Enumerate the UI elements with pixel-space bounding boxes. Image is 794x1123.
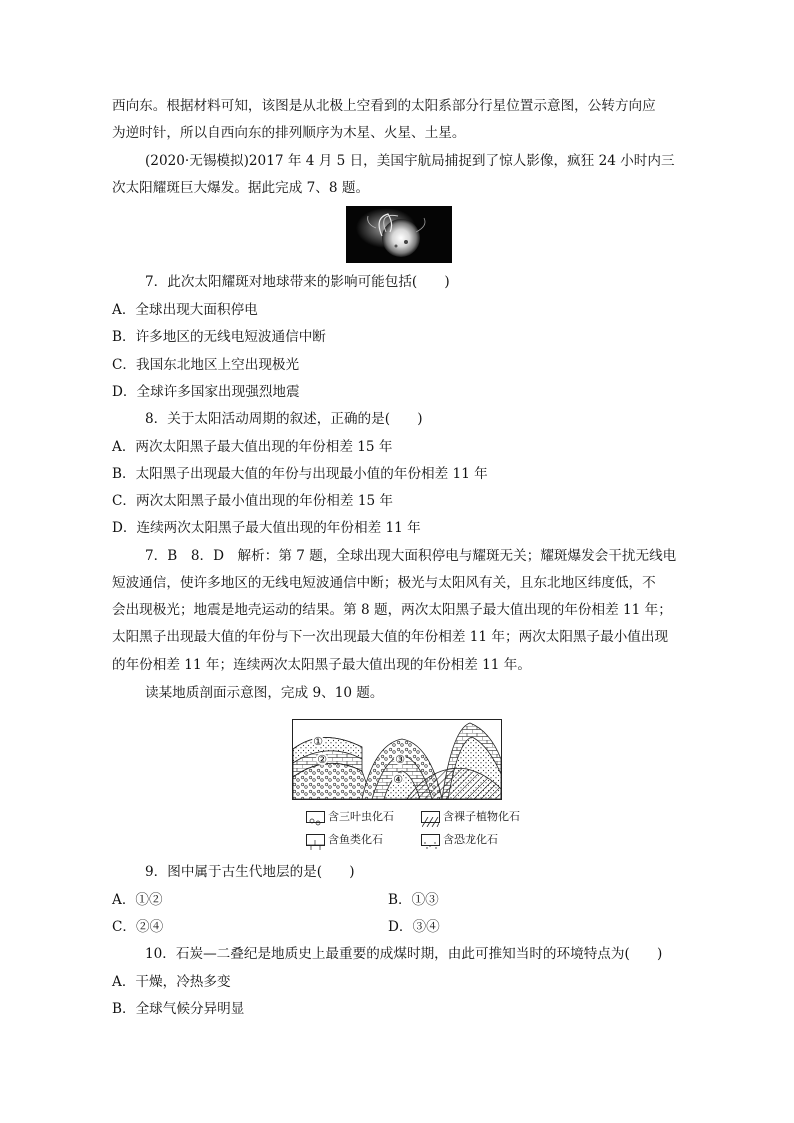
option-9c: C．②④ <box>112 919 164 935</box>
solar-flare-image <box>346 206 452 263</box>
text-line: 为逆时针，所以自西向东的排列顺序为木星、火星、土星。 <box>112 125 466 141</box>
legend-label: 含裸子植物化石 <box>443 810 520 823</box>
answer-text: 会出现极光；地震是地壳运动的结果。第 8 题，两次太阳黑子最大值出现的年份相差 11 年； <box>112 602 672 618</box>
answer-text: 7．B 8．D 解析：第 7 题，全球出现大面积停电与耀斑无关；耀斑爆发会干扰无线电 <box>145 548 677 564</box>
text-line: (2020·无锡模拟)2017 年 4 月 5 日，美国宇航局捕捉到了惊人影像，疯狂 24 小时内三 <box>145 153 675 169</box>
option-9d: D．③④ <box>388 919 440 935</box>
legend-label: 含三叶虫化石 <box>328 810 394 823</box>
option-10b: B．全球气候分异明显 <box>112 1001 245 1017</box>
legend-swatch-gymnosperm <box>421 811 440 823</box>
text-line: 次太阳耀斑巨大爆发。据此完成 7、8 题。 <box>112 180 370 196</box>
option-7a: A．全球出现大面积停电 <box>112 302 258 318</box>
legend-label: 含恐龙化石 <box>443 833 498 846</box>
legend-swatch-dinosaur <box>421 834 440 846</box>
option-9b: B．①③ <box>388 892 439 908</box>
reading-prompt: 读某地质剖面示意图，完成 9、10 题。 <box>145 685 384 701</box>
answer-text: 短波通信，使许多地区的无线电短波通信中断；极光与太阳风有关，且东北地区纬度低，不 <box>112 575 656 591</box>
legend-label: 含鱼类化石 <box>328 833 383 846</box>
stratum-label: ③ <box>395 753 405 766</box>
option-8c: C．两次太阳黑子最小值出现的年份相差 15 年 <box>112 493 394 509</box>
question-8: 8．关于太阳活动周期的叙述，正确的是( ) <box>145 411 423 427</box>
option-8a: A．两次太阳黑子最大值出现的年份相差 15 年 <box>112 439 393 455</box>
stratum-label: ② <box>317 753 327 766</box>
option-8b: B．太阳黑子出现最大值的年份与出现最小值的年份相差 11 年 <box>112 466 488 482</box>
answer-text: 的年份相差 11 年；连续两次太阳黑子最大值出现的年份相差 11 年。 <box>112 657 531 673</box>
answer-text: 太阳黑子出现最大值的年份与下一次出现最大值的年份相差 11 年；两次太阳黑子最小值出现 <box>112 629 669 645</box>
stratum-label: ④ <box>393 773 403 786</box>
stratum-label: ① <box>313 735 323 748</box>
geologic-section-diagram <box>292 719 502 800</box>
question-9: 9．图中属于古生代地层的是( ) <box>145 864 355 880</box>
text-line: 西向东。根据材料可知，该图是从北极上空看到的太阳系部分行星位置示意图，公转方向应 <box>112 98 656 114</box>
option-9a: A．①② <box>112 892 163 908</box>
legend-swatch-fish <box>306 834 325 846</box>
question-7: 7．此次太阳耀斑对地球带来的影响可能包括( ) <box>145 274 450 290</box>
option-7d: D．全球许多国家出现强烈地震 <box>112 384 300 400</box>
question-10: 10．石炭—二叠纪是地质史上最重要的成煤时期，由此可推知当时的环境特点为( ) <box>145 946 663 962</box>
legend-swatch-trilobite <box>306 811 325 823</box>
option-7c: C．我国东北地区上空出现极光 <box>112 357 300 373</box>
option-8d: D．连续两次太阳黑子最大值出现的年份相差 11 年 <box>112 520 421 536</box>
option-10a: A．干燥，冷热多变 <box>112 974 231 990</box>
option-7b: B．许多地区的无线电短波通信中断 <box>112 329 326 345</box>
